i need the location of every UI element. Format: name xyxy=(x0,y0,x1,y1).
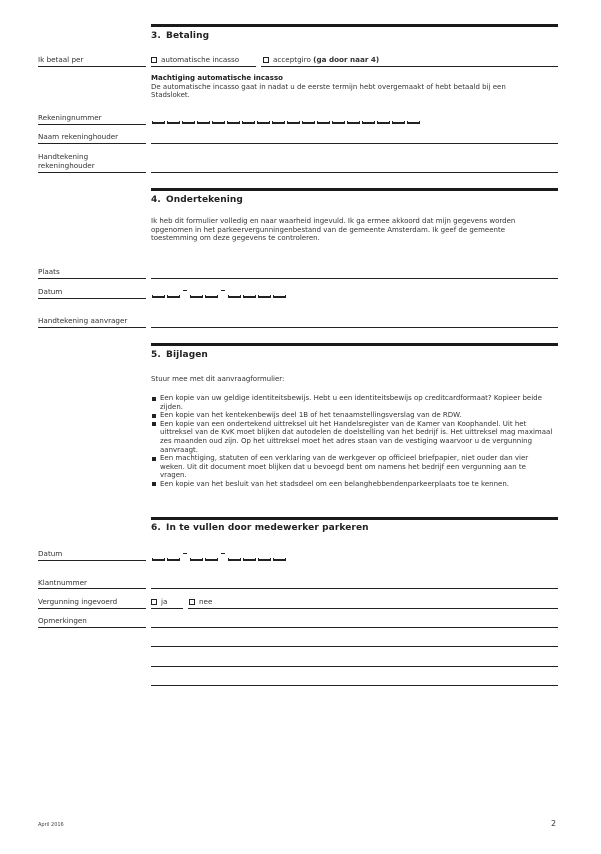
account-holder-input[interactable] xyxy=(151,143,558,144)
section-4-title: 4. Ondertekening xyxy=(151,195,243,205)
remarks-label: Opmerkingen xyxy=(38,616,87,625)
mandate-heading: Machtiging automatische incasso xyxy=(151,74,283,82)
permit-entered-label: Vergunning ingevoerd xyxy=(38,597,118,606)
option-automatische-incasso[interactable]: automatische incasso xyxy=(151,55,239,64)
date-separator xyxy=(220,555,226,561)
client-number-input[interactable] xyxy=(151,588,558,589)
remarks-line-2[interactable] xyxy=(151,646,558,647)
comb-cell[interactable] xyxy=(152,295,165,298)
label-underline xyxy=(38,278,146,279)
comb-cell[interactable] xyxy=(167,558,180,561)
attachments-list xyxy=(151,394,553,489)
holder-signature-label: Handtekening rekeninghouder xyxy=(38,152,95,170)
comb-cell[interactable] xyxy=(407,121,420,124)
page-number: 2 xyxy=(551,819,557,828)
account-number-label: Rekeningnummer xyxy=(38,113,102,122)
checkbox-icon[interactable] xyxy=(151,57,157,63)
comb-cell[interactable] xyxy=(197,121,210,124)
comb-cell[interactable] xyxy=(227,121,240,124)
footer-date: April 2016 xyxy=(38,822,64,828)
section-6-title: 6. In te vullen door medewerker parkeren xyxy=(151,523,369,533)
comb-cell[interactable] xyxy=(167,121,180,124)
comb-cell[interactable] xyxy=(205,558,218,561)
remarks-line-1[interactable] xyxy=(151,627,558,628)
date-separator xyxy=(182,292,188,298)
comb-cell[interactable] xyxy=(167,295,180,298)
comb-cell[interactable] xyxy=(152,558,165,561)
label-underline xyxy=(38,627,146,628)
label-underline xyxy=(38,172,146,173)
option-ja[interactable]: ja xyxy=(151,597,167,606)
comb-cell[interactable] xyxy=(362,121,375,124)
comb-cell[interactable] xyxy=(212,121,225,124)
comb-cell[interactable] xyxy=(347,121,360,124)
client-number-label: Klantnummer xyxy=(38,578,87,587)
section-5-title: 5. Bijlagen xyxy=(151,350,208,360)
label-underline xyxy=(38,124,146,125)
comb-cell[interactable] xyxy=(257,121,270,124)
comb-cell[interactable] xyxy=(205,295,218,298)
staff-date-input[interactable] xyxy=(152,555,288,561)
comb-cell[interactable] xyxy=(258,558,271,561)
pay-method-label: Ik betaal per xyxy=(38,55,84,64)
staff-date-label: Datum xyxy=(38,549,63,558)
comb-cell[interactable] xyxy=(273,558,286,561)
comb-cell[interactable] xyxy=(258,295,271,298)
field-underline xyxy=(151,608,183,609)
field-underline xyxy=(188,608,558,609)
comb-cell[interactable] xyxy=(332,121,345,124)
list-item: Een kopie van een ondertekend uittreksel uit het Handelsregister van de Kamer van Koophandel. Uit het uittreksel van de KvK moet blijken dat autodelen de doelstelling van het bedrijf is. Het uittreksel mag maximaal zes maanden oud zijn. Op het uittreksel moet het adres staan van de vestiging waarvoor u de vergunning aanvraagt. xyxy=(151,420,553,454)
remarks-line-3[interactable] xyxy=(151,666,558,667)
attachments-intro: Stuur mee met dit aanvraagformulier: xyxy=(151,375,285,383)
comb-cell[interactable] xyxy=(287,121,300,124)
option-acceptgiro[interactable]: acceptgiro (ga door naar 4) xyxy=(263,55,379,64)
option-nee[interactable]: nee xyxy=(189,597,212,606)
checkbox-icon[interactable] xyxy=(151,599,157,605)
comb-cell[interactable] xyxy=(190,295,203,298)
list-item: Een kopie van uw geldige identiteitsbewijs. Hebt u een identiteitsbewijs op creditcardformaat? Kopieer beide zijden. xyxy=(151,394,553,411)
section-3-divider xyxy=(151,24,558,27)
date-separator xyxy=(220,292,226,298)
comb-cell[interactable] xyxy=(243,295,256,298)
comb-cell[interactable] xyxy=(228,558,241,561)
section-6-divider xyxy=(151,517,558,520)
label-underline xyxy=(38,298,146,299)
comb-cell[interactable] xyxy=(182,121,195,124)
comb-cell[interactable] xyxy=(243,558,256,561)
label-underline xyxy=(38,608,146,609)
field-underline xyxy=(261,66,558,67)
declaration-text: Ik heb dit formulier volledig en naar waarheid ingevuld. Ik ga ermee akkoord dat mijn gegevens worden opgenomen in het parkeervergunningenbestand van de gemeente Amsterdam. Ik geef de gemeente toestemming om deze gegevens te controleren. xyxy=(151,217,516,243)
comb-cell[interactable] xyxy=(152,121,165,124)
section-3-title: 3. Betaling xyxy=(151,31,210,41)
comb-cell[interactable] xyxy=(272,121,285,124)
mandate-text: De automatische incasso gaat in nadat u de eerste termijn hebt overgemaakt of hebt betaald bij een Stadsloket. xyxy=(151,82,506,100)
account-holder-label: Naam rekeninghouder xyxy=(38,132,119,141)
field-underline xyxy=(151,66,256,67)
applicant-signature-label: Handtekening aanvrager xyxy=(38,316,128,325)
comb-cell[interactable] xyxy=(317,121,330,124)
place-label: Plaats xyxy=(38,267,60,276)
section-4-divider xyxy=(151,188,558,191)
list-item: Een machtiging, statuten of een verklaring van de werkgever op officieel briefpapier, niet ouder dan vier weken. Uit dit document moet blijken dat u bevoegd bent om namens het bedrijf een vergunning aan te vragen. xyxy=(151,454,553,480)
remarks-line-4[interactable] xyxy=(151,685,558,686)
comb-cell[interactable] xyxy=(392,121,405,124)
signing-date-input[interactable] xyxy=(152,292,288,298)
checkbox-icon[interactable] xyxy=(189,599,195,605)
holder-signature-field[interactable] xyxy=(151,172,558,173)
comb-cell[interactable] xyxy=(302,121,315,124)
comb-cell[interactable] xyxy=(273,295,286,298)
checkbox-icon[interactable] xyxy=(263,57,269,63)
comb-cell[interactable] xyxy=(190,558,203,561)
label-underline xyxy=(38,327,146,328)
comb-cell[interactable] xyxy=(242,121,255,124)
section-5-divider xyxy=(151,343,558,346)
applicant-signature-field[interactable] xyxy=(151,327,558,328)
label-underline xyxy=(38,143,146,144)
place-input[interactable] xyxy=(151,278,558,279)
list-item: Een kopie van het kentekenbewijs deel 1B of het tenaamstellingsverslag van de RDW. xyxy=(151,411,553,420)
label-underline xyxy=(38,588,146,589)
date-separator xyxy=(182,555,188,561)
account-number-input[interactable] xyxy=(152,118,422,124)
date-label: Datum xyxy=(38,287,63,296)
list-item: Een kopie van het besluit van het stadsdeel om een belanghebbendenparkeerplaats toe te kennen. xyxy=(151,480,553,489)
label-underline xyxy=(38,66,146,67)
comb-cell[interactable] xyxy=(228,295,241,298)
comb-cell[interactable] xyxy=(377,121,390,124)
label-underline xyxy=(38,560,146,561)
